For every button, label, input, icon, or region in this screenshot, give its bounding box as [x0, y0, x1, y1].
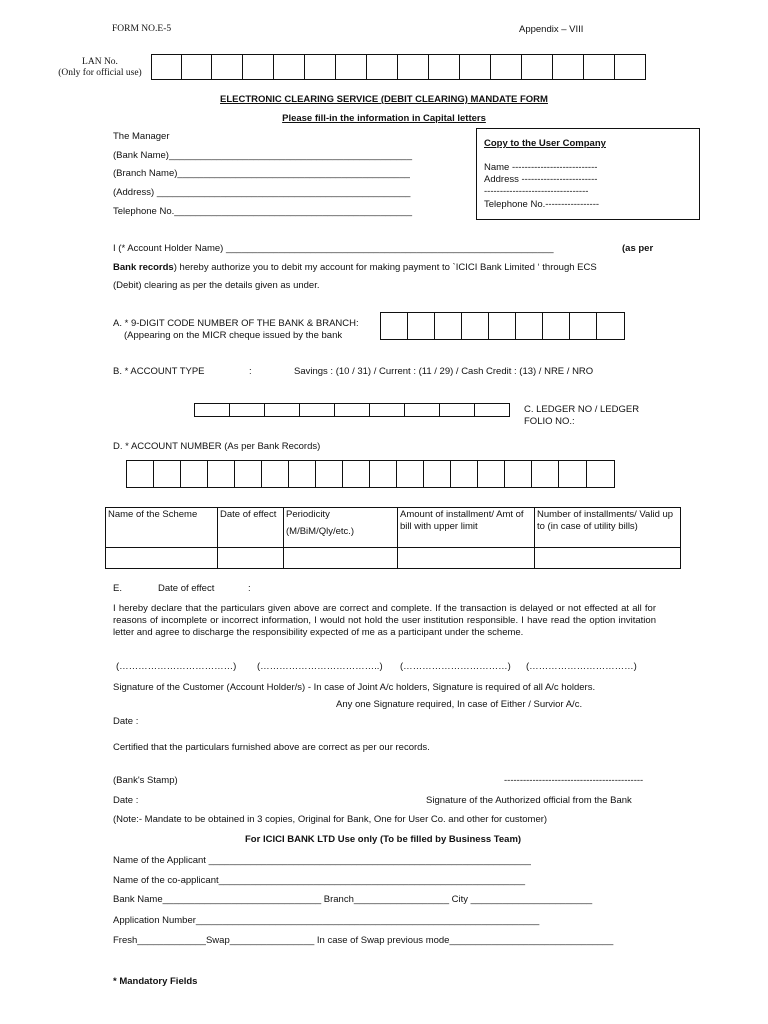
scheme-name-cell[interactable] — [106, 548, 218, 569]
account-number-boxes[interactable] — [126, 460, 615, 488]
telephone-field[interactable]: Telephone No._____________________________________________ — [113, 206, 413, 217]
micr-digit-box[interactable] — [543, 312, 570, 340]
header-periodicity — [284, 508, 398, 548]
micr-digit-box[interactable] — [408, 312, 435, 340]
authorization-line2 — [113, 262, 597, 273]
date-label-customer[interactable]: Date : — [113, 716, 139, 727]
account-digit-box[interactable] — [262, 460, 289, 488]
authorization-line3: (Debit) clearing as per the details given as under. — [113, 280, 320, 291]
icici-section-title: For ICICI BANK LTD Use only (To be filled by Business Team) — [245, 834, 522, 845]
micr-digit-box[interactable] — [597, 312, 625, 340]
micr-code-note: (Appearing on the MICR cheque issued by the bank — [124, 330, 343, 341]
periodicity-cell[interactable] — [284, 548, 398, 569]
address-field[interactable]: (Address) ________________________________________________ — [113, 187, 411, 198]
account-type-colon: : — [249, 366, 252, 377]
branch-name-field[interactable]: (Branch Name)____________________________________________ — [113, 168, 410, 179]
scheme-details-table — [105, 507, 681, 569]
header-scheme-name: Name of the Scheme — [106, 508, 218, 548]
fresh-swap-field[interactable]: Fresh_____________Swap________________ In case of Swap previous mode_______________________________ — [113, 935, 614, 946]
account-digit-box[interactable] — [532, 460, 559, 488]
account-digit-box[interactable] — [587, 460, 615, 488]
installments-cell[interactable] — [535, 548, 681, 569]
account-digit-box[interactable] — [370, 460, 397, 488]
header-amount: Amount of installment/ Amt of bill with upper limit — [398, 508, 535, 548]
micr-digit-box[interactable] — [381, 312, 408, 340]
micr-code-boxes[interactable] — [380, 312, 625, 340]
declaration-text: I hereby declare that the particulars given above are correct and complete. If the transaction is delayed or not effected at all for reasons of incomplete or incorrect information, I would not hold the user institution responsible. I have read the option invitation letter and agree to discharge the responsibility expected of me as a participant under the scheme. — [113, 603, 656, 638]
ledger-label: C. LEDGER NO / LEDGER — [524, 404, 640, 415]
lan-digit-box[interactable] — [522, 54, 553, 80]
lan-digit-box[interactable] — [460, 54, 491, 80]
account-digit-box[interactable] — [451, 460, 478, 488]
amount-cell[interactable] — [398, 548, 535, 569]
lan-digit-box[interactable] — [553, 54, 584, 80]
lan-sublabel: (Only for official use) — [58, 68, 142, 78]
account-digit-box[interactable] — [127, 460, 154, 488]
lan-digit-box[interactable] — [398, 54, 429, 80]
copy-box-title: Copy to the User Company — [484, 138, 606, 149]
signature-slot-4[interactable]: (……………………………) — [526, 661, 637, 672]
signature-note-either: Any one Signature required, In case of Either / Survior A/c. — [336, 699, 583, 710]
header-date-of-effect: Date of effect — [218, 508, 284, 548]
lan-label: LAN No. — [82, 57, 118, 67]
periodicity-note: (M/BiM/Qly/etc.) — [286, 525, 355, 537]
date-of-effect-label: Date of effect — [158, 583, 215, 594]
lan-digit-box[interactable] — [274, 54, 305, 80]
date-of-effect-cell[interactable] — [218, 548, 284, 569]
lan-digit-box[interactable] — [212, 54, 243, 80]
manager-label: The Manager — [113, 131, 170, 142]
account-holder-name-field[interactable]: I (* Account Holder Name) ______________________________________________________________ — [113, 243, 554, 254]
account-type-label: B. * ACCOUNT TYPE — [113, 366, 205, 377]
ledger-digit-box[interactable] — [370, 403, 405, 417]
account-digit-box[interactable] — [181, 460, 208, 488]
form-number: FORM NO.E-5 — [112, 24, 172, 34]
ledger-folio-boxes[interactable] — [194, 403, 510, 417]
lan-digit-box[interactable] — [243, 54, 274, 80]
as-per-label: (as per — [622, 243, 654, 254]
application-number-field[interactable]: Application Number_________________________________________________________________ — [113, 915, 540, 926]
micr-digit-box[interactable] — [489, 312, 516, 340]
authorization-text: ) hereby authorize you to debit my account for making payment to `ICICI Bank Limited ‘ through ECS — [173, 262, 597, 273]
ledger-digit-box[interactable] — [265, 403, 300, 417]
lan-digit-box[interactable] — [491, 54, 522, 80]
account-digit-box[interactable] — [235, 460, 262, 488]
section-e-label: E. — [113, 583, 122, 594]
micr-code-label: A. * 9-DIGIT CODE NUMBER OF THE BANK & BRANCH: — [113, 318, 359, 329]
ledger-digit-box[interactable] — [405, 403, 440, 417]
account-digit-box[interactable] — [559, 460, 587, 488]
copy-box-name[interactable]: Name --------------------------- — [484, 162, 598, 173]
bank-records-label: Bank records — [113, 262, 174, 273]
copies-note: (Note:- Mandate to be obtained in 3 copies, Original for Bank, One for User Co. and other for customer) — [113, 814, 548, 825]
account-digit-box[interactable] — [424, 460, 451, 488]
lan-digit-box[interactable] — [152, 54, 182, 80]
account-digit-box[interactable] — [208, 460, 235, 488]
account-digit-box[interactable] — [478, 460, 505, 488]
authorized-signature-label: Signature of the Authorized official from the Bank — [426, 795, 632, 806]
bank-stamp-label: (Bank's Stamp) — [113, 775, 178, 786]
lan-digit-box[interactable] — [367, 54, 398, 80]
ledger-digit-box[interactable] — [475, 403, 510, 417]
form-subtitle: Please fill-in the information in Capital letters — [282, 113, 486, 124]
signature-slot-1[interactable]: (………………………………) — [116, 661, 237, 672]
bank-name-field[interactable]: (Bank Name)______________________________________________ — [113, 150, 412, 161]
periodicity-label: Periodicity — [286, 509, 330, 520]
micr-digit-box[interactable] — [435, 312, 462, 340]
ledger-digit-box[interactable] — [300, 403, 335, 417]
account-type-options[interactable]: Savings : (10 / 31) / Current : (11 / 29) / Cash Credit : (13) / NRE / NRO — [294, 366, 594, 377]
signature-note: Signature of the Customer (Account Holder/s) - In case of Joint A/c holders, Signature is required of all A/c holders. — [113, 682, 596, 693]
form-title: ELECTRONIC CLEARING SERVICE (DEBIT CLEARING) MANDATE FORM — [220, 94, 548, 105]
ledger-digit-box[interactable] — [230, 403, 265, 417]
table-header-row — [106, 508, 681, 548]
lan-digit-box[interactable] — [182, 54, 212, 80]
account-digit-box[interactable] — [289, 460, 316, 488]
lan-digit-box[interactable] — [336, 54, 367, 80]
account-digit-box[interactable] — [154, 460, 181, 488]
table-row[interactable] — [106, 548, 681, 569]
header-installments: Number of installments/ Valid up to (in case of utility bills) — [535, 508, 681, 548]
lan-digit-box[interactable] — [615, 54, 646, 80]
account-digit-box[interactable] — [505, 460, 532, 488]
copy-box-telephone[interactable]: Telephone No.----------------- — [484, 199, 600, 210]
signature-slot-3[interactable]: (……………………………) — [400, 661, 511, 672]
micr-digit-box[interactable] — [516, 312, 543, 340]
ledger-digit-box[interactable] — [195, 403, 230, 417]
applicant-name-field[interactable]: Name of the Applicant _____________________________________________________________ — [113, 855, 531, 866]
appendix-label: Appendix – VIII — [519, 24, 584, 35]
ledger-digit-box[interactable] — [335, 403, 370, 417]
account-digit-box[interactable] — [343, 460, 370, 488]
account-number-label: D. * ACCOUNT NUMBER (As per Bank Records) — [113, 441, 321, 452]
bank-branch-city-field[interactable]: Bank Name______________________________ Branch__________________ City _______________________ — [113, 894, 593, 905]
mandatory-fields-note: * Mandatory Fields — [113, 976, 198, 987]
account-digit-box[interactable] — [397, 460, 424, 488]
authorized-signature-line[interactable]: -------------------------------------------- — [504, 775, 644, 786]
copy-box-address-line2[interactable]: --------------------------------- — [484, 186, 589, 197]
ledger-label-line2: FOLIO NO.: — [524, 416, 575, 427]
date-of-effect-colon: : — [248, 583, 251, 594]
lan-digit-box[interactable] — [305, 54, 336, 80]
certified-text: Certified that the particulars furnished above are correct as per our records. — [113, 742, 430, 753]
date-label-bank[interactable]: Date : — [113, 795, 139, 806]
ledger-digit-box[interactable] — [440, 403, 475, 417]
copy-box-address[interactable]: Address ------------------------ — [484, 174, 598, 185]
micr-digit-box[interactable] — [462, 312, 489, 340]
micr-digit-box[interactable] — [570, 312, 597, 340]
signature-slot-2[interactable]: (………………………………..) — [257, 661, 383, 672]
lan-digit-box[interactable] — [584, 54, 615, 80]
co-applicant-field[interactable]: Name of the co-applicant__________________________________________________________ — [113, 875, 526, 886]
account-digit-box[interactable] — [316, 460, 343, 488]
lan-number-boxes[interactable] — [151, 54, 646, 80]
lan-digit-box[interactable] — [429, 54, 460, 80]
